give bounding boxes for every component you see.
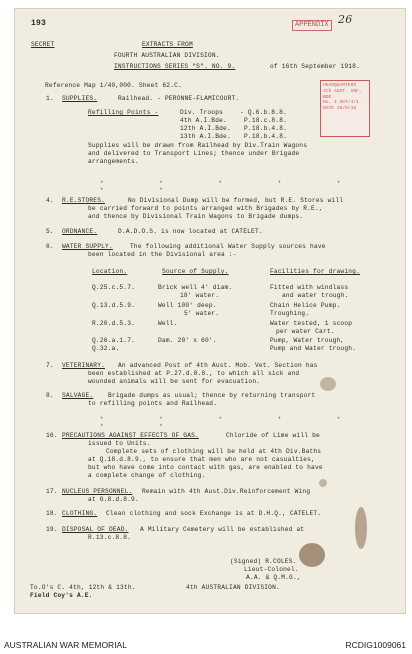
water-location: R.20.d.5.3. <box>92 320 136 327</box>
water-facility: and water trough. <box>282 292 349 299</box>
para-heading: SUPPLIES. <box>62 95 98 102</box>
para-text-line: Remain with 4th Aust.Div.Reinforcement Wing <box>142 488 311 495</box>
para-number: 8. <box>46 392 54 399</box>
water-facility: Troughing. <box>270 310 310 317</box>
signature-formation: 4th AUSTRALIAN DIVISION. <box>186 584 280 591</box>
para-text-line: A Military Cemetery will be established at <box>140 526 305 533</box>
para-text-line: a complete change of clothing. <box>88 472 206 479</box>
para-heading: DISPOSAL OF DEAD. <box>62 526 129 533</box>
section-separator: * * * * * * * <box>100 180 367 194</box>
refilling-label: Refilling Points - <box>88 109 159 116</box>
reference-map: Reference Map 1/40,000. Sheet 62.C. <box>45 82 182 89</box>
distribution-line: Field Coy's A.E. <box>30 592 93 599</box>
water-source: Dam. 20' x 60'. <box>158 337 217 344</box>
para-heading: WATER SUPPLY. <box>62 243 113 250</box>
para-text-line: wounded animals will be sent for evacuation. <box>88 378 261 385</box>
para-number: 19. <box>46 526 58 533</box>
instructions-label: INSTRUCTIONS SERIES "S". NO. 9. <box>114 63 236 70</box>
stamp-line: 4th AUST. INF. <box>323 88 362 94</box>
signature-name: (Signed) R.COLES. <box>230 558 297 565</box>
para-heading: R.E.STORES. <box>62 197 106 204</box>
water-col-header: Facilities for drawing. <box>270 268 361 275</box>
para-heading: VETERINARY. <box>62 362 106 369</box>
appendix-handwritten-number: 26 <box>338 13 353 26</box>
para-text-line: The following additional Water Supply sources have <box>130 243 326 250</box>
para-text-line: arrangements. <box>88 158 139 165</box>
para-number: 1. <box>46 95 54 102</box>
stain-mark <box>320 377 336 391</box>
para-number: 7. <box>46 362 54 369</box>
para-number: 5. <box>46 228 54 235</box>
water-col-header: Source of Supply. <box>162 268 229 275</box>
water-facility: Fitted with windlass <box>270 284 349 291</box>
stamp-line: No. 4 SGT/4/1 <box>323 100 359 106</box>
water-facility: Pump, Water trough, <box>270 337 345 344</box>
refilling-unit: 4th A.I.Bde. <box>180 117 227 124</box>
water-facility: Pump and Water trough. <box>270 345 357 352</box>
water-source: Well 100' deep. <box>158 302 217 309</box>
appendix-stamp: APPENDIX <box>292 20 332 31</box>
stain-mark <box>319 479 327 487</box>
water-col-header: Location. <box>92 268 128 275</box>
refilling-ref: P.18.b.4.8. <box>244 125 288 132</box>
para-text-line: but who have come into contact with gas, are enabled to have <box>88 464 323 471</box>
instructions-date: of 16th September 1918. <box>270 63 361 70</box>
headquarters-received-stamp <box>320 80 370 137</box>
para-text-line: An advanced Post of 4th Aust. Mob. Vet. Section has <box>118 362 318 369</box>
para-text-line: at Q.18.d.8.9., to ensure that men who are not casualties, <box>88 456 315 463</box>
classification: SECRET <box>31 41 55 48</box>
distribution-line: To.O's C. 4th, 12th & 13th. <box>30 584 136 591</box>
archive-credit: AUSTRALIAN WAR MEMORIAL <box>4 640 127 650</box>
refilling-unit: Div. Troops <box>180 109 224 116</box>
para-number: 16. <box>46 432 58 439</box>
para-text: D.A.D.O.S. is now located at CATELET. <box>118 228 263 235</box>
stamp-line: DATE 16/9/18 <box>323 106 357 112</box>
stain-mark <box>355 507 367 549</box>
stamp-line: BDE. <box>323 94 335 100</box>
para-text-line: issued to Units. <box>88 440 151 447</box>
para-number: 6. <box>46 243 54 250</box>
water-source: Well. <box>158 320 178 327</box>
para-text-line: R.13.c.8.8. <box>88 534 132 541</box>
stamp-line: HEADQUARTERS <box>323 83 357 88</box>
water-facility: Water tested, 1 scoop <box>270 320 353 327</box>
stain-mark <box>299 543 325 567</box>
water-source: 18' water. <box>180 292 220 299</box>
water-location: Q.32.a. <box>92 345 120 352</box>
archive-reference: RCDIG1009061 <box>345 640 406 650</box>
refilling-ref: P.18.c.8.8. <box>244 117 288 124</box>
para-text-line: to refilling points and Railhead. <box>88 400 218 407</box>
water-location: Q.26.a.1.7. <box>92 337 136 344</box>
para-text-line: Complete sets of clothing will be held at 4th Div.Baths <box>106 448 322 455</box>
water-location: Q.13.d.5.9. <box>92 302 136 309</box>
para-heading: PRECAUTIONS AGAINST EFFECTS OF GAS. <box>62 432 199 439</box>
para-heading: SALVAGE. <box>62 392 94 399</box>
water-facility: per water Cart. <box>276 328 335 335</box>
para-heading: CLOTHING. <box>62 510 98 517</box>
signature-appointment: A.A. & Q.M.G., <box>246 574 301 581</box>
water-location: Q.25.c.5.7. <box>92 284 136 291</box>
para-text-line: and delivered to Transport Lines; thence under Brigade <box>88 150 300 157</box>
para-text-line: No Divisional Dump will be formed, but R.E. Stores will <box>128 197 344 204</box>
para-number: 18. <box>46 510 58 517</box>
water-source: Brick well 4' diam. <box>158 284 233 291</box>
para-heading: ORDNANCE. <box>62 228 98 235</box>
para-text-line: and thence by Divisional Train Wagons to Brigade dumps. <box>88 213 304 220</box>
refilling-unit: 13th A.I.Bde. <box>180 133 231 140</box>
para-text-line: Chloride of Lime will be <box>226 432 320 439</box>
para-text-line: Supplies will be drawn from Railhead by Div.Train Wagons <box>88 142 308 149</box>
title-line-2: FOURTH AUSTRALIAN DIVISION. <box>114 52 220 59</box>
para-number: 17. <box>46 488 58 495</box>
refilling-unit: 12th A.I.Bde. <box>180 125 231 132</box>
title-line-1: EXTRACTS FROM <box>142 41 193 48</box>
para-heading: NUCLEUS PERSONNEL. <box>62 488 133 495</box>
refilling-ref: - Q.6.b.8.8. <box>240 109 287 116</box>
section-separator: * * * * * * * <box>100 416 367 430</box>
water-source: 5' water. <box>184 310 220 317</box>
para-text-line: Brigade dumps as usual; thence by returning transport <box>108 392 316 399</box>
folio-number: 193 <box>31 19 47 28</box>
para-text: Railhead. - PERONNE-FLAMICOURT. <box>118 95 240 102</box>
water-facility: Chain Helice Pump. <box>270 302 341 309</box>
para-text-line: be carried forward to points arranged with Brigades by R.E., <box>88 205 323 212</box>
para-text-line: at G.8.d.8.9. <box>88 496 139 503</box>
refilling-ref: P.18.b.4.8. <box>244 133 288 140</box>
para-text-line: been established at P.27.d.8.8., to which all sick and <box>88 370 300 377</box>
para-text-line: been located in the Divisional area :- <box>88 251 237 258</box>
signature-rank: Lieut-Colonel. <box>244 566 299 573</box>
para-text: Clean clothing and sock Exchange is at D.H.Q., CATELET. <box>106 510 322 517</box>
para-number: 4. <box>46 197 54 204</box>
